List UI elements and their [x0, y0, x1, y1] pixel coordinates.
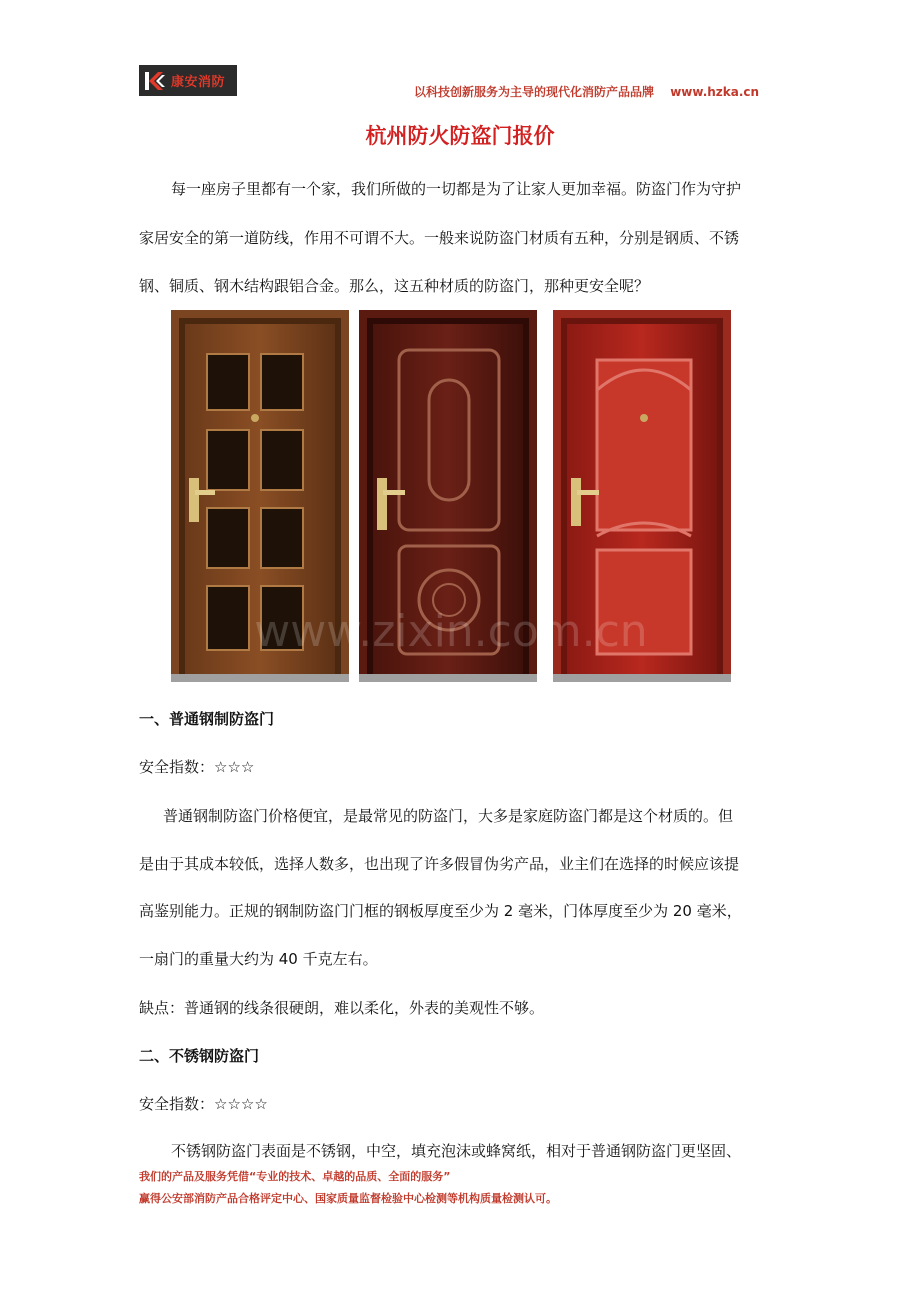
- section2-safety-rating: 安全指数：☆☆☆☆: [139, 1095, 268, 1113]
- section2-heading: 二、不锈钢防盗门: [139, 1047, 260, 1065]
- slogan-text: 以科技创新服务为主导的现代化消防产品品牌: [414, 85, 655, 99]
- section1-line-2: 是由于其成本较低，选择人数多，也出现了许多假冒伪劣产品，业主们在选择的时候应该提: [139, 855, 740, 873]
- header-slogan: [414, 83, 759, 100]
- section1-drawback: 缺点：普通钢的线条很硬朗，难以柔化，外表的美观性不够。: [139, 999, 545, 1017]
- section1-line-4: 一扇门的重量大约为 40 千克左右。: [139, 950, 378, 968]
- footer-line-2: 赢得公安部消防产品合格评定中心、国家质量监督检验中心检测等机构质量检测认可。: [139, 1192, 557, 1205]
- section1-line-1: 普通钢制防盗门价格便宜，是最常见的防盗门，大多是家庭防盗门都是这个材质的。但: [163, 807, 734, 825]
- intro-line-3: 钢、铜质、钢木结构跟铝合金。那么，这五种材质的防盗门，那种更安全呢？: [139, 277, 650, 295]
- section1-line-3: 高鉴别能力。正规的钢制防盗门门框的钢板厚度至少为 2 毫米，门体厚度至少为 20 毫米，: [139, 902, 742, 920]
- door-product-image: [171, 310, 731, 682]
- section1-safety-rating: 安全指数：☆☆☆: [139, 758, 255, 776]
- website-link[interactable]: www.hzka.cn: [670, 85, 760, 99]
- intro-line-1: 每一座房子里都有一个家，我们所做的一切都是为了让家人更加幸福。防盗门作为守护: [171, 180, 742, 198]
- brand-logo: [139, 65, 237, 96]
- brand-logo-icon: [143, 69, 167, 93]
- footer-line-1: 我们的产品及服务凭借“专业的技术、卓越的品质、全面的服务”: [139, 1170, 451, 1183]
- image-watermark: www.zixin.com.cn: [254, 606, 648, 657]
- section1-heading: 一、普通钢制防盗门: [139, 710, 275, 728]
- section2-line-1: 不锈钢防盗门表面是不锈钢，中空，填充泡沫或蜂窝纸，相对于普通钢防盗门更坚固、: [171, 1142, 742, 1160]
- intro-line-2: 家居安全的第一道防线，作用不可谓不大。一般来说防盗门材质有五种，分别是钢质、不锈: [139, 229, 740, 247]
- page-title: 杭州防火防盗门报价: [365, 124, 555, 148]
- brand-logo-text: 康安消防: [171, 75, 226, 90]
